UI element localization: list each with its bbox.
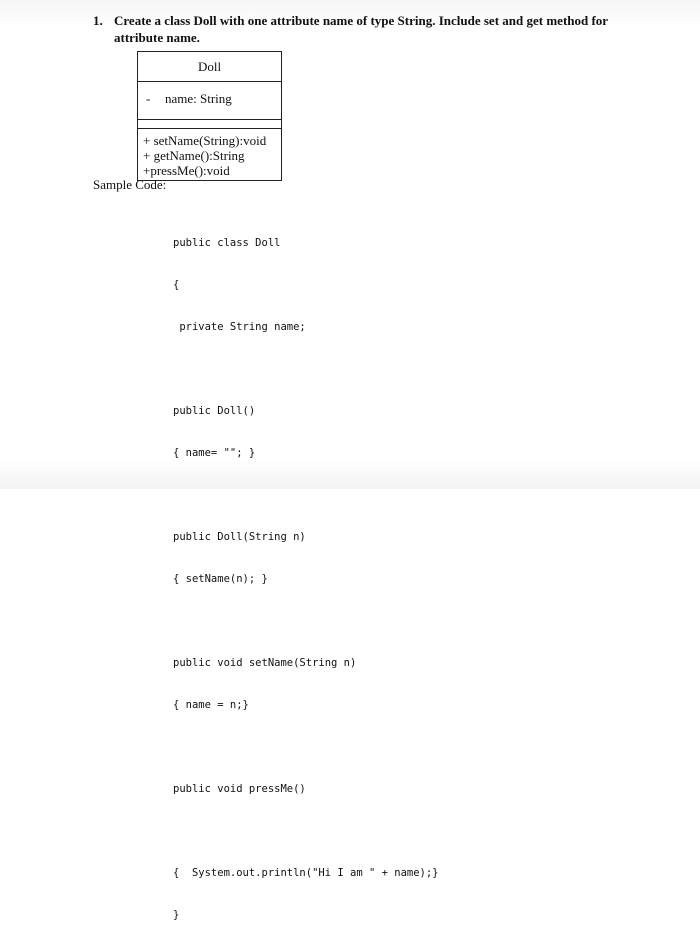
sample-code-label: Sample Code:: [93, 177, 167, 192]
code-line: { System.out.println("Hi I am " + name);}: [173, 867, 439, 879]
uml-attributes-section: [138, 82, 281, 120]
question-text: Create a class Doll with one attribute name of type String. Include set and get method for attribute name.: [114, 13, 608, 45]
code-line: }: [173, 909, 180, 921]
question-number: 1.: [93, 13, 103, 28]
code-line: public Doll(): [173, 405, 256, 417]
code-line: { setName(n); }: [173, 573, 268, 585]
uml-class-name: Doll: [138, 52, 281, 82]
uml-method: + getName():String: [143, 148, 245, 163]
sample-code-block: [173, 208, 439, 936]
uml-methods-section: [138, 129, 281, 180]
code-line: [173, 488, 439, 502]
code-line: {: [173, 279, 180, 291]
uml-divider: [137, 120, 282, 129]
code-line: private String name;: [173, 321, 306, 333]
code-line: public void setName(String n): [173, 657, 357, 669]
code-line: { name= ""; }: [173, 447, 256, 459]
code-line: [173, 824, 439, 838]
code-line: public class Doll: [173, 237, 281, 249]
uml-method: +pressMe():void: [143, 163, 230, 178]
code-line: public void pressMe(): [173, 783, 306, 795]
question: [93, 12, 653, 46]
uml-class-diagram: [137, 51, 282, 181]
code-line: [173, 362, 439, 376]
uml-attribute-visibility: -: [146, 91, 151, 106]
code-line: [173, 614, 439, 628]
uml-method: + setName(String):void: [143, 133, 267, 148]
uml-attribute: name: String: [165, 91, 232, 106]
code-line: [173, 740, 439, 754]
code-line: { name = n;}: [173, 699, 249, 711]
code-line: public Doll(String n): [173, 531, 306, 543]
